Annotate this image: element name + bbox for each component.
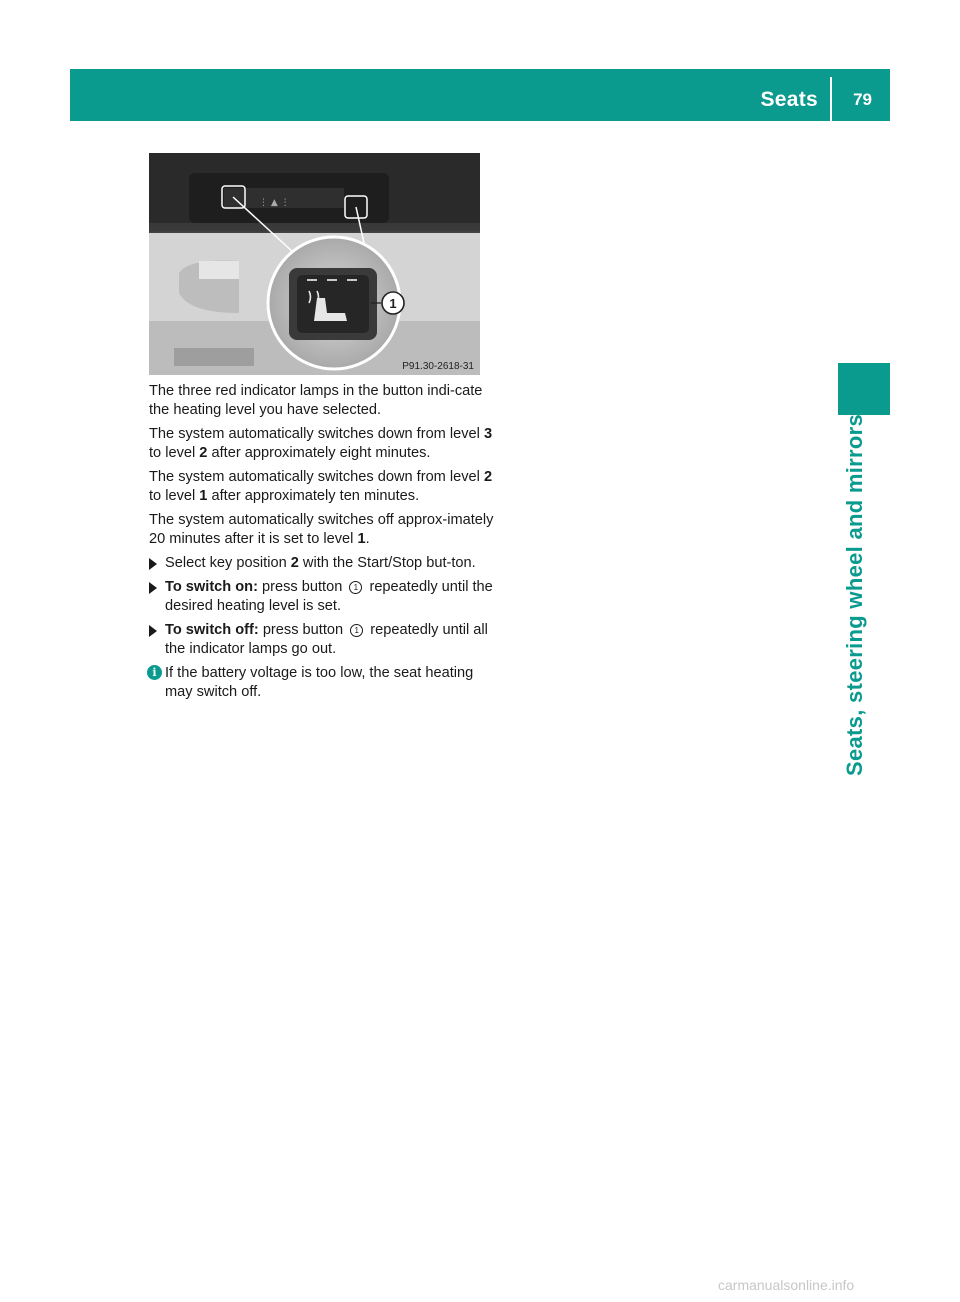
callout-number: 1 (389, 296, 397, 311)
page-number: 79 (853, 90, 872, 109)
seat-heating-button-photo (149, 153, 480, 375)
header-divider (830, 77, 832, 121)
info-icon: i (147, 665, 162, 680)
page-header (70, 69, 890, 121)
svg-text:⋮ ▲ ⋮: ⋮ ▲ ⋮ (259, 198, 290, 208)
instruction-step: To switch off: press button 1 repeatedly until all the indicator lamps go out. (149, 621, 494, 659)
instruction-step: Select key position 2 with the Start/Stop but-ton. (149, 554, 494, 573)
info-note: i If the battery voltage is too low, the seat heating may switch off. (149, 664, 494, 702)
paragraph-2: The system automatically switches down from level 3 to level 2 after approximately eight minutes. (149, 426, 493, 461)
arrow-icon (149, 625, 157, 637)
callout-reference: 1 (350, 624, 363, 637)
watermark: carmanualsonline.info (718, 1277, 855, 1293)
instruction-step: To switch on: press button 1 repeatedly until the desired heating level is set. (149, 578, 494, 616)
section-title: Seats (760, 88, 818, 111)
main-text (149, 382, 494, 702)
arrow-icon (149, 558, 157, 570)
side-tab-label: Seats, steering wheel and mirrors (842, 413, 867, 776)
photo-illustration (149, 153, 480, 375)
paragraph-1: The three red indicator lamps in the button indi-cate the heating level you have selected. (149, 383, 483, 418)
side-tab-marker (838, 363, 890, 415)
paragraph-3: The system automatically switches down from level 2 to level 1 after approximately ten minutes. (149, 469, 493, 504)
image-code: P91.30-2618-31 (402, 361, 474, 372)
arrow-icon (149, 582, 157, 594)
paragraph-4: The system automatically switches off approx-imately 20 minutes after it is set to level 1. (149, 512, 494, 547)
callout-reference: 1 (349, 581, 362, 594)
